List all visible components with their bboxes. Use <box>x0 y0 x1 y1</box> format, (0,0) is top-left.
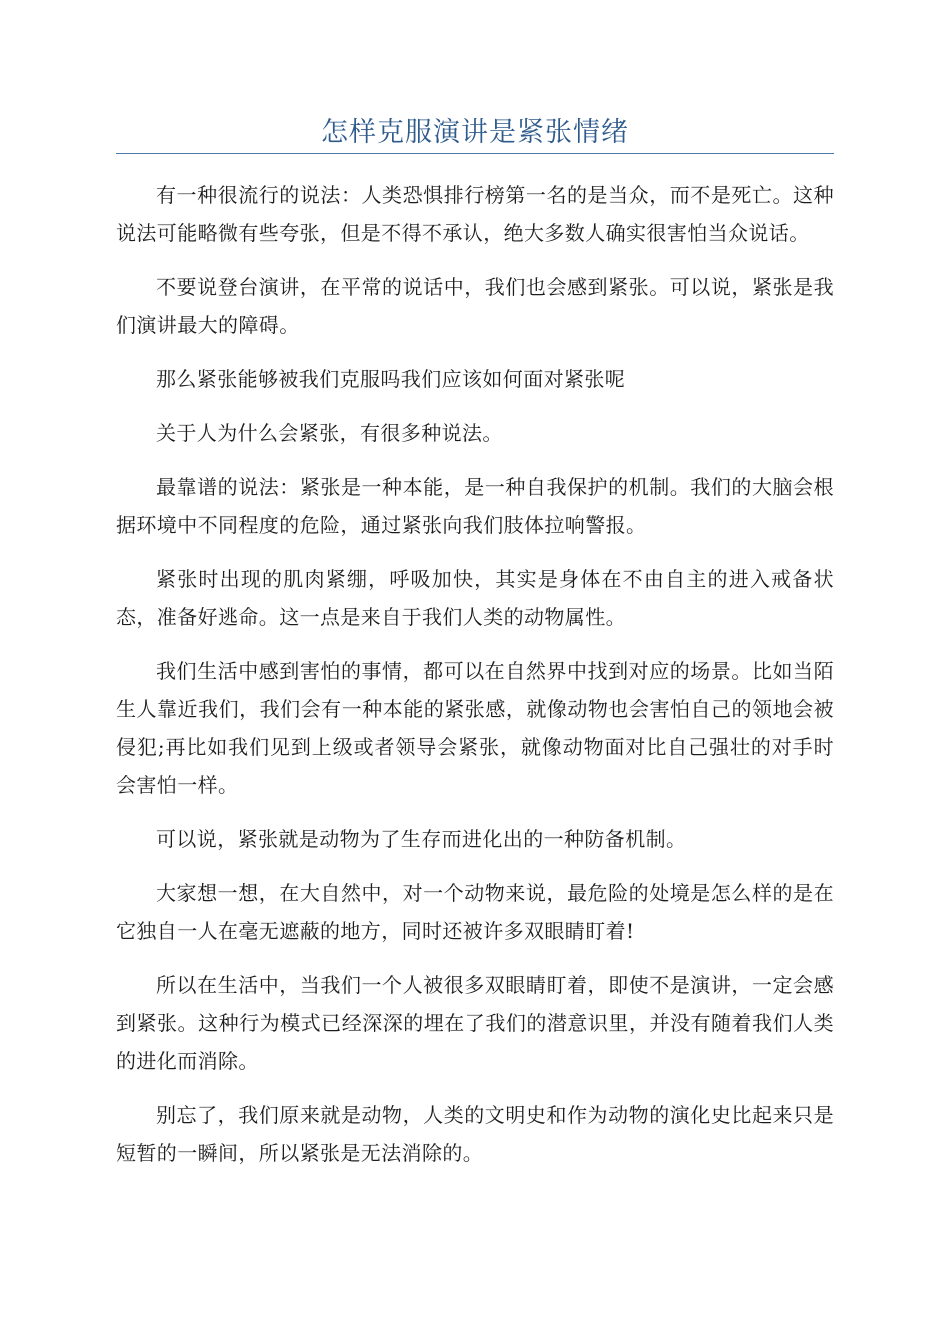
paragraph-7: 我们生活中感到害怕的事情，都可以在自然界中找到对应的场景。比如当陌生人靠近我们，我们会有一种本能的紧张感，就像动物也会害怕自己的领地会被侵犯;再比如我们见到上级或者领导会紧张，就像动物面对比自己强壮的对手时会害怕一样。 <box>116 659 834 797</box>
document-body <box>116 176 834 1188</box>
paragraph-5: 最靠谱的说法：紧张是一种本能，是一种自我保护的机制。我们的大脑会根据环境中不同程度的危险，通过紧张向我们肢体拉响警报。 <box>116 475 834 537</box>
paragraph-6: 紧张时出现的肌肉紧绷，呼吸加快，其实是身体在不由自主的进入戒备状态，准备好逃命。这一点是来自于我们人类的动物属性。 <box>116 567 834 629</box>
paragraph-2: 不要说登台演讲，在平常的说话中，我们也会感到紧张。可以说，紧张是我们演讲最大的障碍。 <box>116 275 834 337</box>
title-underline <box>116 153 834 154</box>
paragraph-10: 所以在生活中，当我们一个人被很多双眼睛盯着，即使不是演讲，一定会感到紧张。这种行为模式已经深深的埋在了我们的潜意识里，并没有随着我们人类的进化而消除。 <box>116 973 834 1073</box>
paragraph-1: 有一种很流行的说法：人类恐惧排行榜第一名的是当众，而不是死亡。这种说法可能略微有些夸张，但是不得不承认，绝大多数人确实很害怕当众说话。 <box>116 183 834 245</box>
paragraph-8: 可以说，紧张就是动物为了生存而进化出的一种防备机制。 <box>156 827 687 851</box>
document-title: 怎样克服演讲是紧张情绪 <box>321 117 629 148</box>
paragraph-4: 关于人为什么会紧张，有很多种说法。 <box>156 421 503 445</box>
paragraph-11: 别忘了，我们原来就是动物，人类的文明史和作为动物的演化史比起来只是短暂的一瞬间，所以紧张是无法消除的。 <box>116 1103 834 1165</box>
paragraph-3: 那么紧张能够被我们克服吗我们应该如何面对紧张呢 <box>156 367 626 391</box>
paragraph-9: 大家想一想，在大自然中，对一个动物来说，最危险的处境是怎么样的是在它独自一人在毫无遮蔽的地方，同时还被许多双眼睛盯着! <box>116 881 834 943</box>
